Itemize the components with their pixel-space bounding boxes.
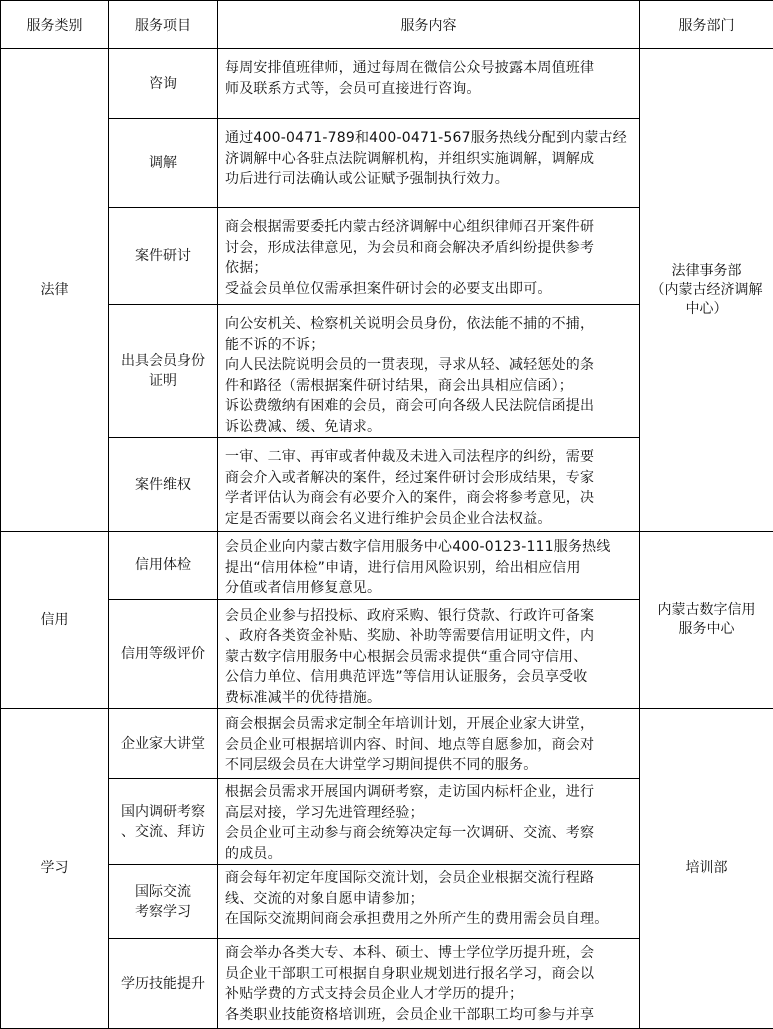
item-cell: 国际交流 考察学习	[109, 865, 218, 939]
header-item: 服务项目	[109, 1, 218, 49]
content-cell: 商会根据会员需求定制全年培训计划，开展企业家大讲堂， 会员企业可根据培训内容、时间、地点等自愿参加，商会对 不同层级会员在大讲堂学习期间提供不同的服务。	[218, 709, 640, 779]
category-cell: 信用	[1, 532, 109, 709]
content-cell: 通过400-0471-789和400-0471-567服务热线分配到内蒙古经 济调解中心各驻点法院调解机构，并组织实施调解，调解成 功后进行司法确认或公证赋予强制执行效力。	[218, 119, 640, 208]
table-row	[1, 709, 773, 779]
table-row	[1, 532, 773, 600]
item-cell: 信用体检	[109, 532, 218, 600]
item-cell: 学历技能提升	[109, 939, 218, 1029]
department-cell: 法律事务部 （内蒙古经济调解 中心）	[640, 49, 773, 532]
header-content: 服务内容	[218, 1, 640, 49]
content-cell: 会员企业向内蒙古数字信用服务中心400-0123-111服务热线 提出“信用体检”申请，进行信用风险识别，给出相应信用 分值或者信用修复意见。	[218, 532, 640, 600]
department-cell: 培训部	[640, 709, 773, 1029]
header-category: 服务类别	[1, 1, 109, 49]
content-cell: 商会举办各类大专、本科、硕士、博士学位学历提升班，会 员企业干部职工可根据自身职业规划进行报名学习，商会以 补贴学费的方式支持会员企业人才学历的提升； 各类职业技能资格培训班，会员企业干部职工均可参与并享	[218, 939, 640, 1029]
content-cell: 会员企业参与招投标、政府采购、银行贷款、行政许可备案 、政府各类资金补贴、奖励、补助等需要信用证明文件，内 蒙古数字信用服务中心根据会员需求提供“重合同守信用、 公信力单位、信用典范评选”等信用认证服务，会员享受收 费标准减半的优待措施。	[218, 599, 640, 709]
content-cell: 商会每年初定年度国际交流计划，会员企业根据交流行程路 线、交流的对象自愿申请参加； 在国际交流期间商会承担费用之外所产生的费用需会员自理。	[218, 865, 640, 939]
header-row	[1, 1, 773, 49]
content-cell: 根据会员需求开展国内调研考察，走访国内标杆企业，进行 高层对接，学习先进管理经验； 会员企业可主动参与商会统筹决定每一次调研、交流、考察 的成员。	[218, 779, 640, 865]
item-cell: 信用等级评价	[109, 599, 218, 709]
item-cell: 咨询	[109, 49, 218, 119]
item-cell: 调解	[109, 119, 218, 208]
item-cell: 案件研讨	[109, 208, 218, 305]
table-row	[1, 49, 773, 119]
item-cell: 案件维权	[109, 438, 218, 532]
header-department: 服务部门	[640, 1, 773, 49]
content-cell: 每周安排值班律师，通过每周在微信公众号披露本周值班律 师及联系方式等，会员可直接进行咨询。	[218, 49, 640, 119]
category-cell: 法律	[1, 49, 109, 532]
category-cell: 学习	[1, 709, 109, 1029]
item-cell: 国内调研考察 、交流、拜访	[109, 779, 218, 865]
content-cell: 向公安机关、检察机关说明会员身份，依法能不捕的不捕， 能不诉的不诉； 向人民法院说明会员的一贯表现，寻求从轻、减轻惩处的条 件和路径（需根据案件研讨结果，商会出具相应信函）； 诉讼费缴纳有困难的会员，商会可向各级人民法院信函提出 诉讼费减、缓、免请求。	[218, 305, 640, 438]
content-cell: 商会根据需要委托内蒙古经济调解中心组织律师召开案件研 讨会，形成法律意见，为会员和商会解决矛盾纠纷提供参考 依据； 受益会员单位仅需承担案件研讨会的必要支出即可。	[218, 208, 640, 305]
item-cell: 企业家大讲堂	[109, 709, 218, 779]
item-cell: 出具会员身份 证明	[109, 305, 218, 438]
content-cell: 一审、二审、再审或者仲裁及未进入司法程序的纠纷，需要 商会介入或者解决的案件，经过案件研讨会形成结果，专家 学者评估认为商会有必要介入的案件，商会将参考意见，决 定是否需要以商会名义进行维护会员企业合法权益。	[218, 438, 640, 532]
department-cell: 内蒙古数字信用 服务中心	[640, 532, 773, 709]
